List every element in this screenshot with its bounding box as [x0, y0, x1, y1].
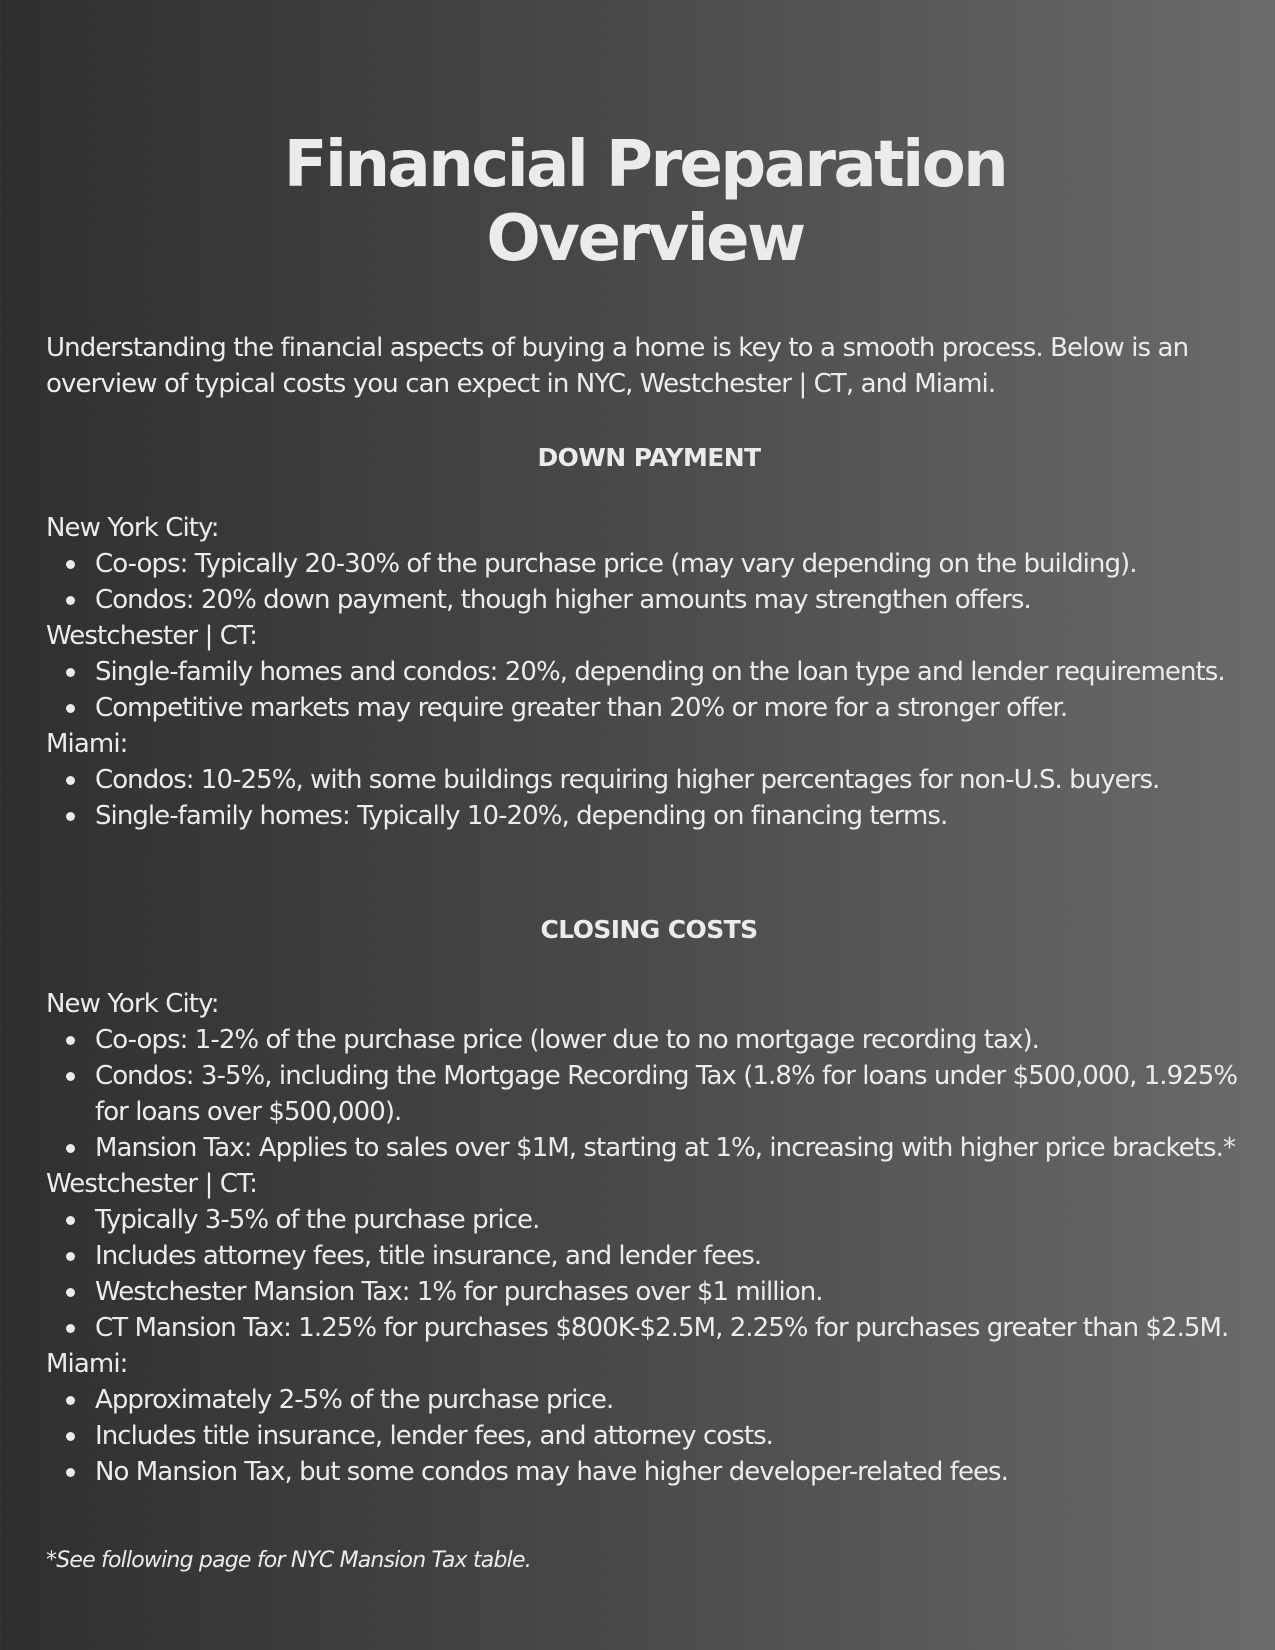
- list-item-text: CT Mansion Tax: 1.25% for purchases $800K-$2.5M, 2.25% for purchases greater than $2.5M.: [95, 1313, 1229, 1343]
- region-label-nyc: New York City:: [46, 989, 219, 1019]
- list-item-text: Westchester Mansion Tax: 1% for purchases over $1 million.: [95, 1277, 823, 1307]
- list-item: [46, 1130, 1256, 1166]
- list-item-text: Co-ops: 1-2% of the purchase price (lower due to no mortgage recording tax).: [95, 1025, 1039, 1055]
- list-item-text: Condos: 10-25%, with some buildings requiring higher percentages for non-U.S. buyers.: [95, 765, 1160, 795]
- list-item-text: Typically 3-5% of the purchase price.: [95, 1205, 540, 1235]
- bullet-list-westchester-ct: [46, 1202, 1256, 1346]
- list-item-text: Single-family homes: Typically 10-20%, depending on financing terms.: [95, 801, 948, 831]
- list-item: [46, 1238, 1256, 1274]
- bullet-list-westchester-ct: [46, 654, 1256, 726]
- intro-paragraph: Understanding the financial aspects of buying a home is key to a smooth process. Below is an overview of typical costs you can expect in NYC, Westchester | CT, and Miami.: [46, 333, 1189, 399]
- bullet-icon: [66, 1468, 75, 1477]
- list-item: [46, 1058, 1256, 1130]
- bullet-icon: [66, 1144, 75, 1153]
- footnote: *See following page for NYC Mansion Tax table.: [46, 1548, 531, 1573]
- list-item-text: Co-ops: Typically 20-30% of the purchase price (may vary depending on the building).: [95, 549, 1137, 579]
- closing-costs-heading: CLOSING COSTS: [540, 915, 758, 944]
- bullet-icon: [66, 1396, 75, 1405]
- closing-costs-section: [46, 986, 1256, 1490]
- list-item: [46, 690, 1256, 726]
- page-title-line-2: Overview: [486, 202, 804, 276]
- bullet-icon: [66, 1252, 75, 1261]
- list-item-text: No Mansion Tax, but some condos may have higher developer-related fees.: [95, 1457, 1008, 1487]
- bullet-icon: [66, 1432, 75, 1441]
- list-item-text: Includes attorney fees, title insurance, and lender fees.: [95, 1241, 762, 1271]
- list-item: [46, 1310, 1256, 1346]
- bullet-icon: [66, 1036, 75, 1045]
- page-title-line-1: Financial Preparation: [283, 128, 1007, 202]
- bullet-icon: [66, 1216, 75, 1225]
- down-payment-heading: DOWN PAYMENT: [537, 443, 761, 472]
- bullet-icon: [66, 776, 75, 785]
- page-title: [0, 128, 1275, 276]
- region-label-miami: Miami:: [46, 729, 128, 759]
- list-item: [46, 1022, 1256, 1058]
- list-item: [46, 582, 1256, 618]
- list-item-text: Approximately 2-5% of the purchase price.: [95, 1385, 614, 1415]
- list-item-text: Mansion Tax: Applies to sales over $1M, starting at 1%, increasing with higher price brackets.*: [95, 1133, 1235, 1163]
- bullet-list-nyc: [46, 1022, 1256, 1166]
- list-item: [46, 1454, 1256, 1490]
- bullet-icon: [66, 668, 75, 677]
- list-item-text: Includes title insurance, lender fees, and attorney costs.: [95, 1421, 773, 1451]
- bullet-icon: [66, 812, 75, 821]
- list-item: [46, 762, 1256, 798]
- bullet-icon: [66, 1072, 75, 1081]
- list-item: [46, 546, 1256, 582]
- list-item: [46, 654, 1256, 690]
- region-label-miami: Miami:: [46, 1349, 128, 1379]
- bullet-list-miami: [46, 762, 1256, 834]
- list-item-text: Single-family homes and condos: 20%, depending on the loan type and lender requirements.: [95, 657, 1225, 687]
- region-label-nyc: New York City:: [46, 513, 219, 543]
- list-item: [46, 1274, 1256, 1310]
- bullet-icon: [66, 1288, 75, 1297]
- bullet-list-nyc: [46, 546, 1256, 618]
- bullet-icon: [66, 596, 75, 605]
- bullet-list-miami: [46, 1382, 1256, 1490]
- bullet-icon: [66, 560, 75, 569]
- region-label-westchester-ct: Westchester | CT:: [46, 1169, 258, 1199]
- list-item-text: Condos: 3-5%, including the Mortgage Recording Tax (1.8% for loans under $500,000, 1.925% for loans over $500,000).: [95, 1061, 1238, 1127]
- list-item: [46, 1418, 1256, 1454]
- list-item: [46, 1382, 1256, 1418]
- region-label-westchester-ct: Westchester | CT:: [46, 621, 258, 651]
- list-item: [46, 798, 1256, 834]
- down-payment-section: [46, 510, 1256, 834]
- list-item-text: Condos: 20% down payment, though higher amounts may strengthen offers.: [95, 585, 1031, 615]
- list-item-text: Competitive markets may require greater than 20% or more for a stronger offer.: [95, 693, 1068, 723]
- bullet-icon: [66, 1324, 75, 1333]
- bullet-icon: [66, 704, 75, 713]
- list-item: [46, 1202, 1256, 1238]
